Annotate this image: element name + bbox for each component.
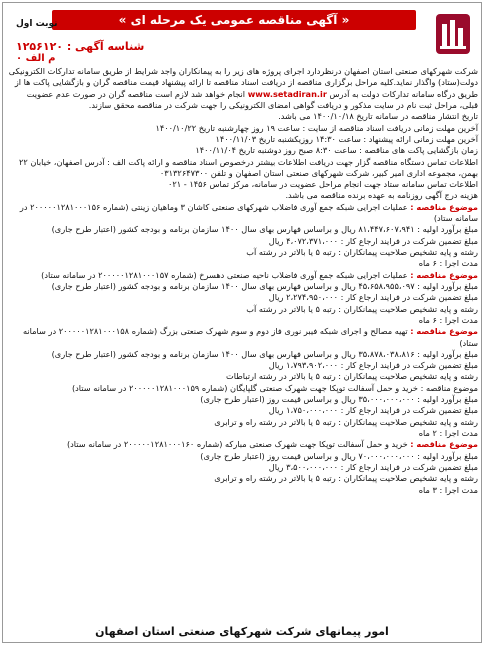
tender-item: [6, 439, 478, 496]
tender-subject-text: عملیات اجرایی شبکه جمع آوری فاضلاب ناحیه صنعتی دهسرخ (شماره ۲۰۰۰۰۰۱۲۸۱۰۰۰۱۵۷ در سامانه ستاد): [41, 269, 408, 280]
tender-head: موضوع مناقصه :: [410, 269, 478, 280]
footer-signature: امور پیمانهای شرکت شهرکهای صنعتی استان اصفهان: [95, 624, 389, 638]
contact-info: اطلاعات تماس دستگاه مناقصه گزار جهت دریافت اطلاعات بیشتر درخصوص اسناد مناقصه و ارائه پاکت الف : آدرس اصفهان، خیابان ۲۲ بهمن، مجموعه اداری امیر کبیر، شرکت شهرکهای صنعتی استان اصفهان و تلفن ۰۳۱۳۲۶۴۷۳۰۰: [18, 156, 478, 178]
tender-qualification: رشته و پایه تشخیص صلاحیت پیمانکاران : رتبه ۵ یا بالاتر در رشته راه و ترابری: [214, 473, 478, 484]
deadline-documents: آخرین مهلت زمانی دریافت اسناد مناقصه از سایت : ساعت ۱۹ روز چهارشنبه تاریخ ۱۴۰۰/۱۰/۲۲: [155, 122, 478, 133]
tender-qualification: رشته و پایه تشخیص صلاحیت پیمانکاران : رتبه ۵ یا بالاتر در رشته ارتباطات: [226, 371, 478, 382]
tender-subject-secondary: موضوع مناقصه : خرید و حمل آسفالت توپکا جهت شهرک صنعتی گلپایگان (شماره ۲۰۰۰۰۰۱۲۸۱۰۰۰۱۵۹ در سامانه ستاد): [71, 382, 478, 393]
tender-head: موضوع مناقصه :: [410, 326, 478, 337]
tender-subject-text: تهیه مصالح و اجرای شبکه فیبر نوری فاز دوم و سوم شهرک صنعتی بزرگ (شماره ۲۰۰۰۰۰۱۲۸۱۰۰۰۱۵۸ در سامانه ستاد): [23, 326, 478, 348]
tender-guarantee: مبلغ تضمین شرکت در فرایند ارجاع کار : ۲،۲۷۴،۹۵۰،۰۰۰ ریال: [268, 292, 478, 303]
tender-guarantee: مبلغ تضمین شرکت در فرایند ارجاع کار : ۴،۰۷۲،۳۷۱،۰۰۰ ریال: [268, 235, 478, 246]
tender-duration: مدت اجرا : ۲ ماه: [418, 428, 478, 438]
intro-text-a: شرکت شهرکهای صنعتی استان اصفهان درنظردارد اجرای پروژه های زیر را به پیمانکاران واجد شرایط از طریق سامانه تدارکات الکترونیکی دولت(ستاد) واگذار نماید.کلیه مراحل برگزاری مناقصه از دریافت اسناد مناقصه تا ارائه پیشنهاد قیمت مناقصه گران و بازگشایی پاکت ها از طریق درگاه سامانه تدارکات دولت به آدرس: [8, 66, 478, 99]
tender-guarantee: مبلغ تضمین شرکت در فرایند ارجاع کار : ۱،۷۹۳،۹۰۲،۰۰۰ ریال: [268, 360, 478, 371]
intro-paragraph: [6, 66, 478, 111]
tenders-list: [6, 202, 478, 496]
tender-item: [6, 326, 478, 439]
tender-qualification: رشته و پایه تشخیص صلاحیت پیمانکاران : رتبه ۵ یا بالاتر در رشته راه و ترابری: [214, 416, 478, 427]
tender-duration: مدت اجرا : ۶ ماه: [418, 314, 478, 325]
tender-estimate: مبلغ برآورد اولیه : ۳۵،۰۰۰،۰۰۰،۰۰۰ ریال و براساس قیمت روز (اعتبار طرح جاری): [200, 394, 478, 405]
opening-time: زمان بازگشایی پاکت های مناقصه : ساعت ۸:۳۰ صبح روز دوشنبه تاریخ ۱۴۰۰/۱۱/۰۴: [195, 145, 478, 156]
tender-qualification: رشته و پایه تشخیص صلاحیت پیمانکاران : رتبه ۵ یا بالاتر در رشته آب: [246, 247, 478, 257]
tender-estimate: مبلغ برآورد اولیه : ۷۰،۰۰۰،۰۰۰،۰۰۰ ریال و براساس قیمت روز (اعتبار طرح جاری): [200, 450, 478, 461]
publish-date: تاریخ انتشار مناقصه در سامانه تاریخ ۱۴۰۰/۱۰/۱۸ می باشد.: [278, 111, 478, 122]
header: [6, 4, 478, 66]
tender-duration: مدت اجرا : ۶ ماه: [418, 258, 478, 269]
tender-guarantee: مبلغ تضمین شرکت در فرایند ارجاع کار : ۱،۷۵۰،۰۰۰،۰۰۰ ریال: [268, 405, 478, 416]
website-link[interactable]: www.setadiran.ir: [247, 88, 327, 99]
tender-head: موضوع مناقصه :: [410, 201, 478, 212]
publication-round: نوبت اول: [16, 19, 58, 29]
tender-subject-text: عملیات اجرایی شبکه جمع آوری فاضلاب شهرکهای صنعتی کاشان ۳ وماهیان زینتی (شماره ۲۰۰۰۰۰۱۲۸۱۰۰۰۱۵۶ در سامانه ستاد): [19, 201, 478, 224]
page-title: « آگهی مناقصه عمومی یک مرحله ای »: [52, 10, 416, 30]
intro-section: [6, 66, 478, 202]
tender-subject: [6, 439, 478, 450]
notice-id-label: شناسه آگهی : ۱۲۵۶۱۲۰: [16, 40, 145, 53]
tender-subject: [6, 202, 478, 225]
fee-note: هزینه درج آگهی روزنامه به عهده برنده مناقصه می باشد.: [285, 190, 478, 201]
support-info: اطلاعات تماس سامانه ستاد جهت انجام مراحل عضویت در سامانه، مرکز تماس ۱۴۵۶ - ۰۲۱: [167, 179, 478, 190]
tender-item: [6, 270, 478, 327]
tender-head: موضوع مناقصه :: [410, 439, 478, 450]
notice-id: [16, 40, 144, 65]
tender-subject: [6, 270, 478, 281]
tender-subject: [6, 326, 478, 349]
intro-text-b: انجام خواهد شد لازم است مناقصه گران در صورت عدم عضویت قبلی، مراحل ثبت نام در سایت مذکور و دریافت گواهی امضای الکترونیکی را جهت شرکت در مناقصه محقق سازند.: [26, 88, 478, 110]
tender-subject-text: خرید و حمل آسفالت توپکا جهت شهرک صنعتی مبارکه (شماره ۲۰۰۰۰۰۱۲۸۱۰۰۰۱۶۰ در سامانه ستاد): [66, 439, 408, 450]
industrial-estates-logo-icon: [434, 10, 472, 58]
notice-id-sub: م الف ۰: [16, 53, 56, 65]
tender-estimate: مبلغ برآورد اولیه : ۴۵،۶۵۸،۹۵۵،۰۹۷ ریال و براساس فهارس بهای سال ۱۴۰۰ سازمان برنامه و بودجه کشور (اعتبار طرح جاری): [51, 280, 478, 291]
tender-duration: مدت اجرا : ۳ ماه: [418, 484, 478, 495]
tender-item: [6, 202, 478, 270]
tender-estimate: مبلغ برآورد اولیه : ۳۵،۸۷۸،۰۳۸،۸۱۶ ریال و براساس فهارس بهای سال ۱۴۰۰ سازمان برنامه و بودجه کشور (اعتبار طرح جاری): [51, 348, 478, 359]
tender-estimate: مبلغ برآورد اولیه : ۸۱،۴۴۷،۶۰۷،۹۴۱ ریال و براساس فهارس بهای سال ۱۴۰۰ سازمان برنامه و بودجه کشور (اعتبار طرح جاری): [51, 224, 478, 235]
tender-qualification: رشته و پایه تشخیص صلاحیت پیمانکاران : رتبه ۵ یا بالاتر در رشته آب: [246, 303, 478, 314]
deadline-proposal: آخرین مهلت زمانی ارائه پیشنهاد : ساعت ۱۴:۳۰ روزیکشنبه تاریخ ۱۴۰۰/۱۱/۰۳: [215, 133, 478, 144]
tender-guarantee: مبلغ تضمین شرکت در فرایند ارجاع کار : ۳،۵۰۰،۰۰۰،۰۰۰ ریال: [268, 461, 478, 472]
